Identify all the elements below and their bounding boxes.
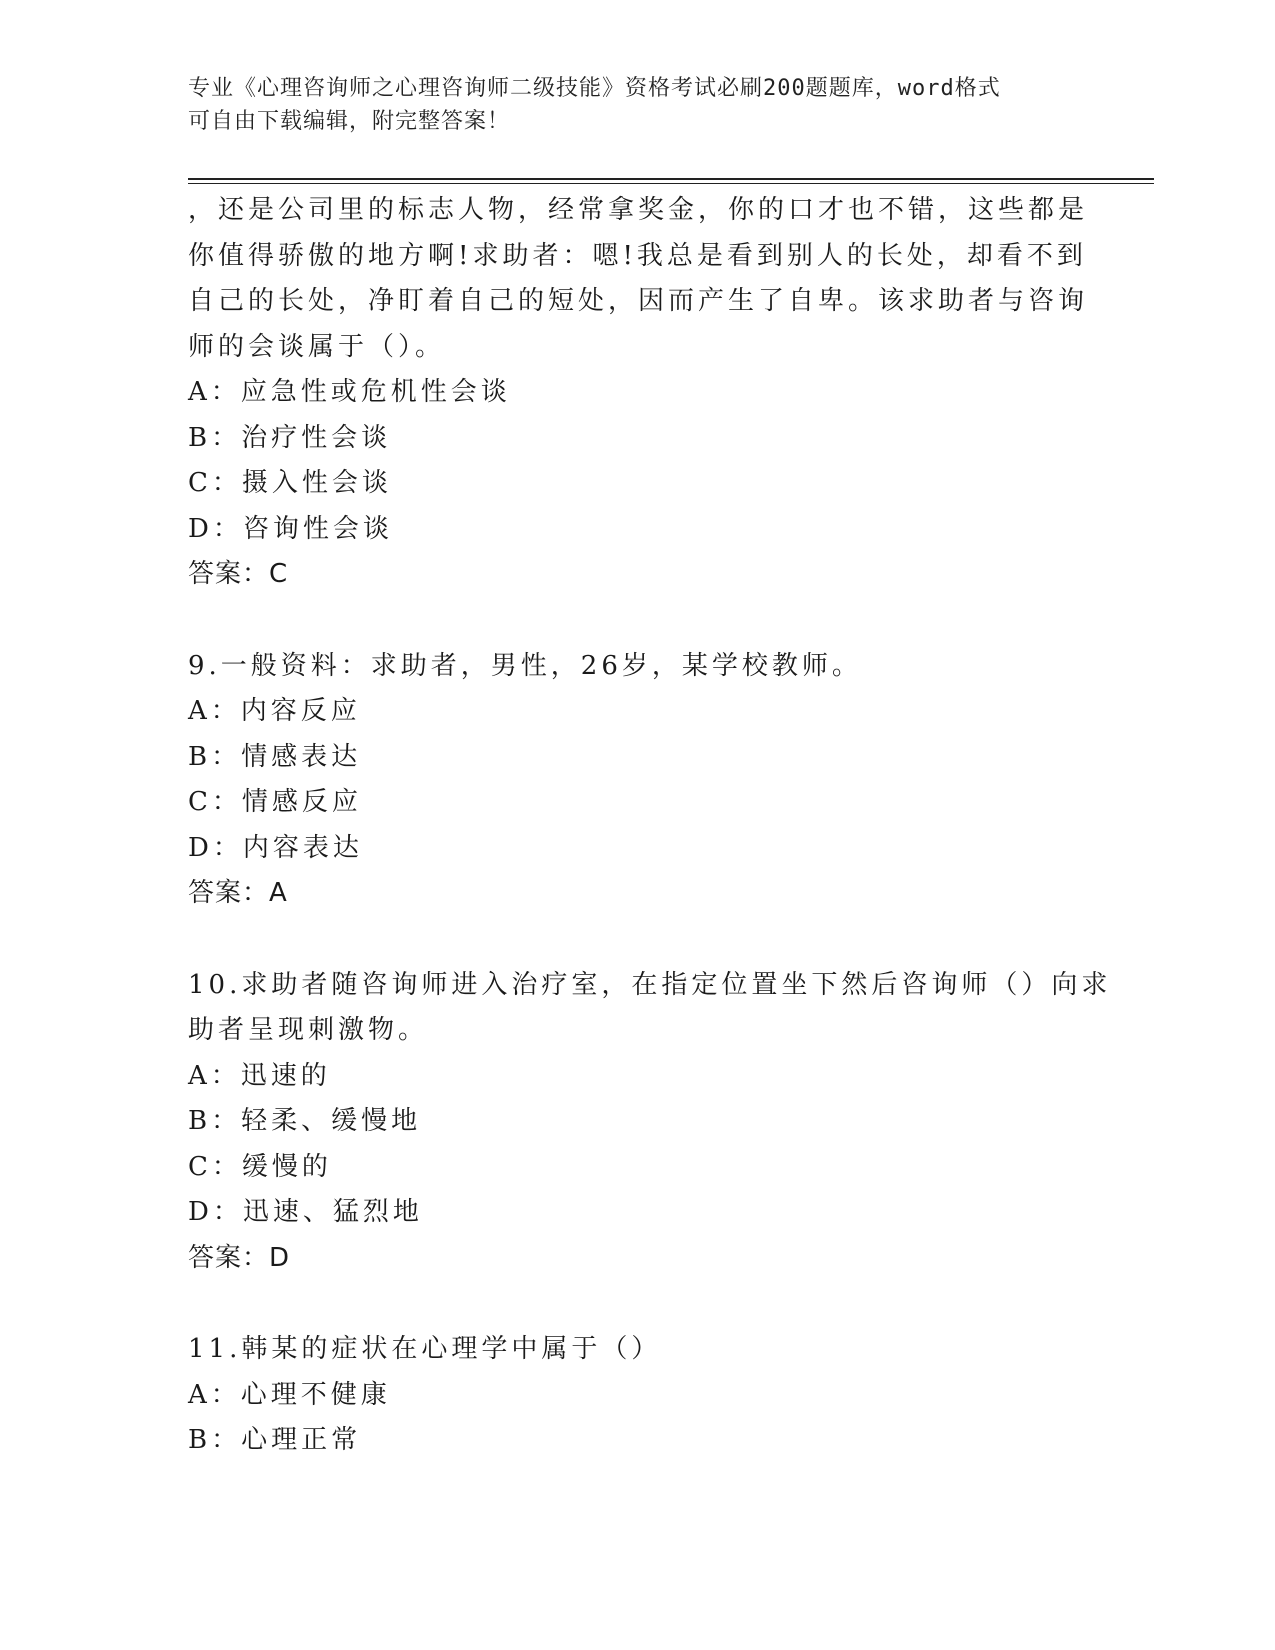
question-11: [188, 1327, 1088, 1464]
option-a: A：迅速的: [188, 1060, 331, 1091]
option-b: B：情感表达: [188, 741, 362, 772]
question-text-line: 助者呈现刺激物。: [188, 1015, 429, 1045]
option-a: A：心理不健康: [188, 1379, 391, 1410]
header-title-line2: 可自由下载编辑，附完整答案！: [188, 109, 511, 134]
option-b: B：心理正常: [188, 1425, 362, 1455]
option-a: A：内容反应: [188, 696, 361, 726]
answer-line: 答案：D: [188, 1242, 291, 1273]
question-text-line: 9.一般资料：求助者，男性，26岁，某学校教师。: [188, 650, 862, 681]
question-8: [188, 188, 1088, 598]
option-c: C：摄入性会谈: [188, 468, 392, 498]
option-b: B：轻柔、缓慢地: [188, 1106, 422, 1136]
question-text-line: ，还是公司里的标志人物，经常拿奖金，你的口才也不错，这些都是: [188, 195, 1089, 225]
option-d: D：迅速、猛烈地: [188, 1197, 423, 1227]
option-c: C：情感反应: [188, 787, 362, 817]
answer-line: 答案：A: [188, 878, 288, 908]
option-d: D：内容表达: [188, 832, 363, 863]
page-header: [188, 72, 1088, 138]
question-text-line: 10.求助者随咨询师进入治疗室，在指定位置坐下然后咨询师（）向求: [188, 969, 1112, 1000]
spacer: [188, 598, 1088, 644]
question-10: [188, 963, 1112, 1282]
question-text-line: 自己的长处，净盯着自己的短处，因而产生了自卑。该求助者与咨询: [188, 286, 1089, 316]
option-b: B：治疗性会谈: [188, 422, 392, 453]
header-divider-thick: [188, 178, 1154, 180]
question-9: [188, 644, 1088, 917]
spacer: [188, 1281, 1088, 1327]
question-text-line: 师的会谈属于（）。: [188, 331, 446, 362]
question-list: [188, 188, 1112, 1464]
header-title-line1: 专业《心理咨询师之心理咨询师二级技能》资格考试必刷200题题库，word格式: [188, 76, 1001, 101]
answer-line: 答案：C: [188, 559, 289, 589]
question-text-line: 你值得骄傲的地方啊!求助者：嗯!我总是看到别人的长处，却看不到: [188, 240, 1087, 271]
option-a: A：应急性或危机性会谈: [188, 377, 511, 407]
header-divider-thin: [188, 183, 1154, 184]
question-text-line: 11.韩某的症状在心理学中属于（）: [188, 1334, 662, 1364]
spacer: [188, 917, 1088, 963]
option-d: D：咨询性会谈: [188, 513, 393, 544]
option-c: C：缓慢的: [188, 1151, 332, 1182]
